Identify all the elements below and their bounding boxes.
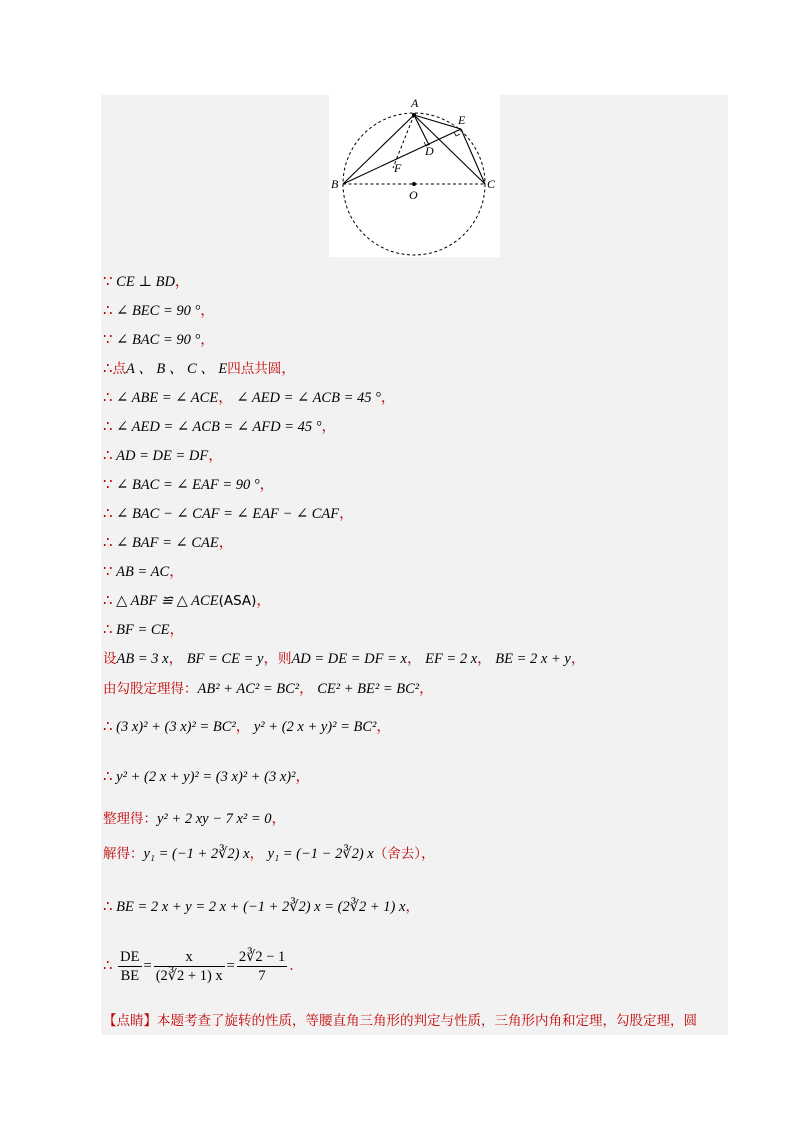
comma: ， — [477, 651, 492, 667]
denominator: (2∛2 + 1) x — [155, 968, 223, 985]
math: CE ⊥ BD — [116, 274, 175, 290]
point-a-dot — [412, 113, 416, 117]
geometry-figure — [329, 95, 500, 257]
math: ∠ BAC = 90 ° — [116, 332, 201, 348]
comma: ， — [200, 332, 215, 348]
math: AD = DE = DF — [116, 448, 209, 464]
text: （舍去） — [373, 846, 421, 862]
math: BE = 2 x + y = 2 x + (−1 + 2∛2) x = (2∛2 + 1) x — [116, 899, 406, 915]
comma: ， — [339, 506, 354, 522]
comma: ， — [174, 274, 190, 290]
text: 四点共圆 — [227, 361, 282, 377]
circle-diagram — [329, 95, 500, 257]
math: EF = 2 x — [425, 651, 478, 667]
math: BE = 2 x + y — [495, 651, 571, 667]
comma: ， — [218, 390, 233, 406]
line-16 — [103, 716, 391, 738]
label-f: F — [394, 161, 402, 175]
line-1 — [103, 271, 189, 293]
line-18 — [103, 808, 286, 830]
line-17 — [103, 766, 310, 788]
comma: ， — [259, 477, 275, 493]
math: (3 x)² + (3 x)² = BC² — [116, 719, 236, 735]
right-angle-mark-e — [454, 132, 460, 136]
math: y² + 2 xy − 7 x² = 0 — [157, 811, 272, 827]
math: BF = CE = y — [186, 651, 264, 667]
comma: ， — [281, 361, 296, 377]
line-19 — [103, 843, 435, 865]
equals: = — [143, 958, 152, 974]
comma: ， — [235, 719, 251, 735]
comma: ， — [380, 390, 396, 406]
therefore-symbol: ∴ — [103, 535, 113, 551]
line-7 — [103, 445, 223, 467]
comma: ， — [570, 651, 586, 667]
line-22 — [103, 1010, 697, 1032]
therefore-symbol: ∴ — [103, 899, 113, 915]
therefore-symbol: ∴ — [103, 593, 113, 609]
text: 则 — [277, 651, 292, 667]
fraction-x — [154, 948, 225, 985]
line-13 — [103, 619, 184, 641]
label-d: D — [425, 144, 434, 158]
comma: ， — [321, 419, 336, 435]
comma: ， — [249, 846, 265, 862]
math: A 、 B 、 C 、 E — [126, 361, 228, 377]
text: 整理得： — [103, 811, 157, 827]
because-symbol: ∵ — [103, 274, 113, 290]
numerator: DE — [120, 949, 140, 966]
line-2 — [103, 300, 215, 322]
therefore-symbol: ∴ — [103, 958, 113, 974]
comma: ， — [271, 811, 287, 827]
math: y² + (2 x + y)² = (3 x)² + (3 x)² — [116, 769, 296, 785]
comma: ， — [218, 535, 234, 551]
fraction-de-be — [118, 948, 141, 985]
comma: ， — [168, 651, 184, 667]
line-14 — [103, 648, 585, 670]
line-11 — [103, 561, 184, 583]
comma: ， — [406, 651, 422, 667]
label-e: E — [458, 113, 466, 127]
label-a: A — [411, 96, 419, 110]
fraction-result — [237, 948, 287, 985]
because-symbol: ∵ — [103, 564, 113, 580]
math: y² + (2 x + y)² = BC² — [253, 719, 377, 735]
therefore-symbol: ∴ — [103, 303, 113, 319]
asa-tag: (ASA) — [218, 593, 257, 609]
math: AB² + AC² = BC² — [197, 681, 300, 697]
therefore-symbol: ∴ — [103, 769, 113, 785]
line-12 — [103, 590, 271, 612]
line-8 — [103, 474, 274, 496]
therefore-symbol: ∴ — [103, 361, 113, 377]
segment-be — [343, 129, 461, 184]
denominator: BE — [120, 968, 140, 985]
text: 设 — [103, 651, 117, 667]
math: AB = 3 x — [116, 651, 169, 667]
denominator: 7 — [258, 968, 266, 985]
line-10 — [103, 532, 233, 554]
label-b: B — [331, 177, 339, 191]
note-text: 本题考查了旋转的性质，等腰直角三角形的判定与性质，三角形内角和定理，勾股定理，圆 — [157, 1013, 697, 1029]
because-symbol: ∵ — [103, 332, 113, 348]
line-20 — [103, 896, 420, 918]
line-3 — [103, 329, 215, 351]
line-4 — [103, 358, 296, 380]
line-6 — [103, 416, 336, 438]
math: y₁ = (−1 − 2∛2) x — [267, 846, 374, 862]
segment-ab — [343, 115, 414, 184]
comma: ， — [420, 846, 436, 862]
period: ． — [289, 958, 304, 974]
comma: ， — [169, 622, 184, 638]
math: CE² + BE² = BC² — [317, 681, 420, 697]
math: ∠ ABE = ∠ ACE — [116, 390, 219, 406]
numerator: x — [154, 948, 225, 967]
therefore-symbol: ∴ — [103, 390, 113, 406]
math: ∠ BAF = ∠ CAE — [116, 535, 219, 551]
note-tag: 【点睛】 — [103, 1013, 157, 1029]
comma: ， — [419, 681, 434, 697]
math: ∠ BAC = ∠ EAF = 90 ° — [116, 477, 260, 493]
therefore-symbol: ∴ — [103, 448, 113, 464]
equals: = — [226, 958, 235, 974]
math: ∠ AED = ∠ ACB = ∠ AFD = 45 ° — [116, 419, 322, 435]
math: y₁ = (−1 + 2∛2) x — [143, 846, 250, 862]
math: △ ABF ≌ △ ACE — [116, 593, 219, 609]
math: ∠ AED = ∠ ACB = 45 ° — [236, 390, 381, 406]
comma: ， — [405, 899, 420, 915]
line-21 — [103, 944, 304, 988]
line-9 — [103, 503, 354, 525]
therefore-symbol: ∴ — [103, 506, 113, 522]
comma: ， — [295, 769, 310, 785]
therefore-symbol: ∴ — [103, 622, 113, 638]
comma: ， — [208, 448, 223, 464]
comma: ， — [169, 564, 184, 580]
comma: ， — [256, 593, 271, 609]
math: BF = CE — [116, 622, 170, 638]
numerator: 2∛2 − 1 — [238, 949, 286, 966]
comma: ， — [299, 681, 314, 697]
line-5 — [103, 387, 395, 409]
math: AD = DE = DF = x — [291, 651, 407, 667]
text: 点 — [112, 361, 127, 377]
math: ∠ BEC = 90 ° — [116, 303, 201, 319]
segment-ec — [461, 129, 485, 184]
math: AB = AC — [116, 564, 170, 580]
math: ∠ BAC − ∠ CAF = ∠ EAF − ∠ CAF — [116, 506, 340, 522]
center-o-dot — [412, 182, 416, 186]
line-15 — [103, 678, 434, 700]
therefore-symbol: ∴ — [103, 719, 113, 735]
comma: ， — [376, 719, 391, 735]
text: 解得： — [103, 846, 144, 862]
comma: ， — [263, 651, 278, 667]
comma: ， — [200, 303, 215, 319]
label-c: C — [487, 177, 496, 191]
because-symbol: ∵ — [103, 477, 113, 493]
text: 由勾股定理得： — [103, 681, 198, 697]
label-o: O — [409, 188, 418, 202]
therefore-symbol: ∴ — [103, 419, 113, 435]
segment-ad — [414, 115, 429, 145]
